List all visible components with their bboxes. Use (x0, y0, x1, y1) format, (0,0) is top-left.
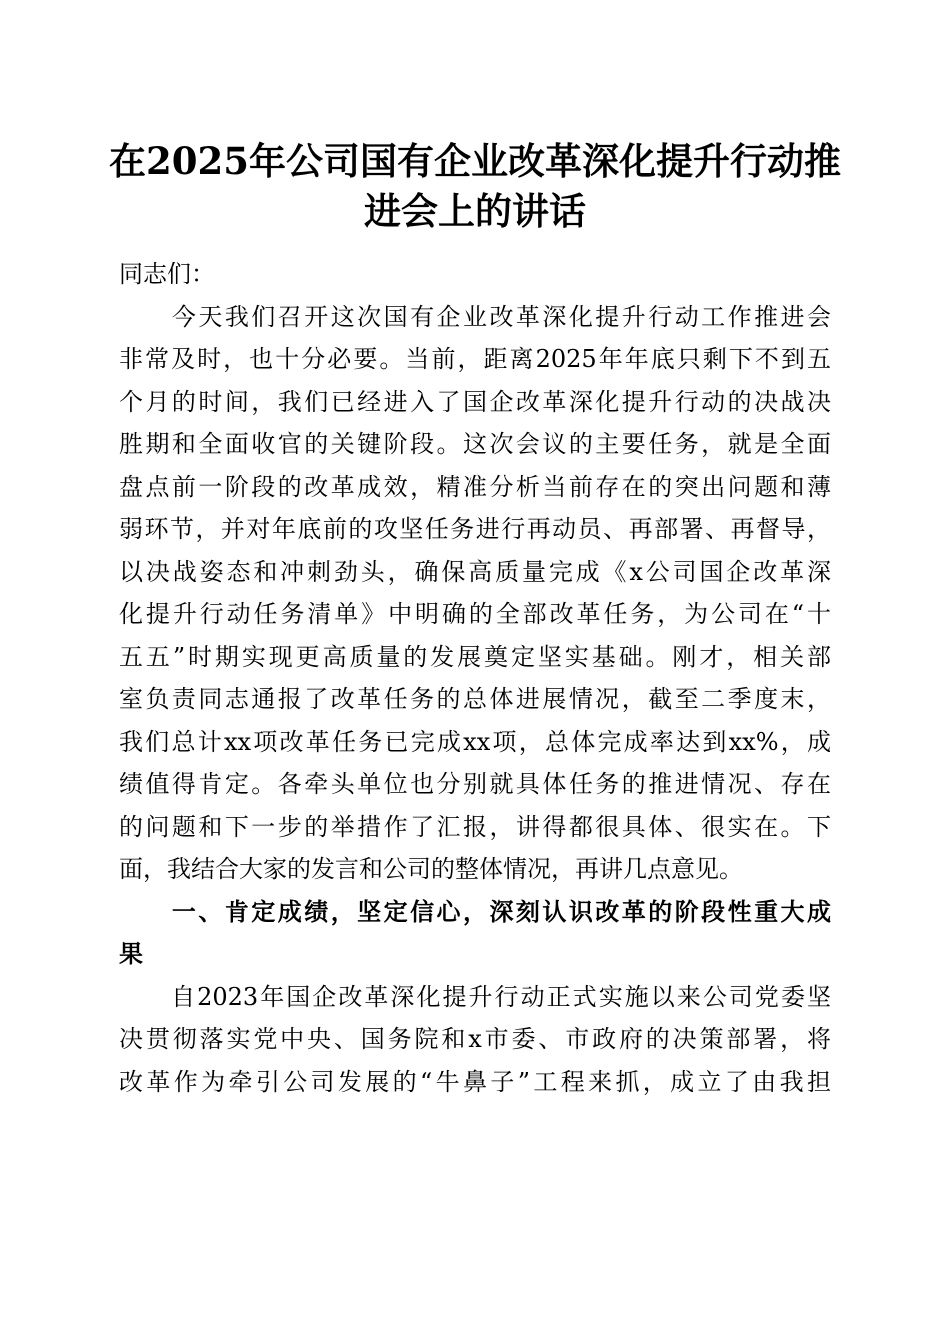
document-body (119, 253, 831, 1103)
paragraph-line: 自2023年国企改革深化提升行动正式实施以来公司党委坚 (119, 982, 831, 1011)
document-title (100, 136, 850, 236)
paragraph-line: 我们总计xx项改革任务已完成xx项，总体完成率达到xx%，成 (119, 727, 831, 756)
paragraph-line: 面，我结合大家的发言和公司的整体情况，再讲几点意见。 (119, 855, 743, 883)
paragraph-line: 盘点前一阶段的改革成效，精准分析当前存在的突出问题和薄 (119, 472, 831, 501)
paragraph-line: 改革作为牵引公司发展的“牛鼻子”工程来抓，成立了由我担 (119, 1067, 831, 1096)
title-line: 在2025年公司国有企业改革深化提升行动推 (109, 139, 841, 183)
section-heading-line: 一、肯定成绩，坚定信心，深刻认识改革的阶段性重大成 (119, 897, 831, 926)
paragraph-line: 决贯彻落实党中央、国务院和x市委、市政府的决策部署，将 (119, 1025, 831, 1053)
paragraph-line: 室负责同志通报了改革任务的总体进展情况，截至二季度末， (119, 685, 831, 713)
paragraph-line: 今天我们召开这次国有企业改革深化提升行动工作推进会 (119, 302, 831, 331)
paragraph-line: 非常及时，也十分必要。当前，距离2025年年底只剩下不到五 (119, 345, 831, 373)
section-heading-line: 果 (119, 940, 143, 968)
title-line: 进会上的讲话 (364, 189, 586, 233)
paragraph-line: 胜期和全面收官的关键阶段。这次会议的主要任务，就是全面 (119, 430, 831, 458)
paragraph-line: 以决战姿态和冲刺劲头，确保高质量完成《x公司国企改革深 (119, 557, 831, 586)
paragraph-line: 个月的时间，我们已经进入了国企改革深化提升行动的决战决 (119, 387, 831, 416)
paragraph-line: 绩值得肯定。各牵头单位也分别就具体任务的推进情况、存在 (119, 770, 831, 798)
salutation: 同志们： (119, 260, 215, 288)
paragraph-line: 五五”时期实现更高质量的发展奠定坚实基础。刚才，相关部 (119, 642, 831, 671)
paragraph-line: 弱环节，并对年底前的攻坚任务进行再动员、再部署、再督导， (119, 515, 831, 543)
paragraph-line: 化提升行动任务清单》中明确的全部改革任务，为公司在“十 (119, 600, 831, 628)
paragraph-line: 的问题和下一步的举措作了汇报，讲得都很具体、很实在。下 (119, 812, 831, 841)
